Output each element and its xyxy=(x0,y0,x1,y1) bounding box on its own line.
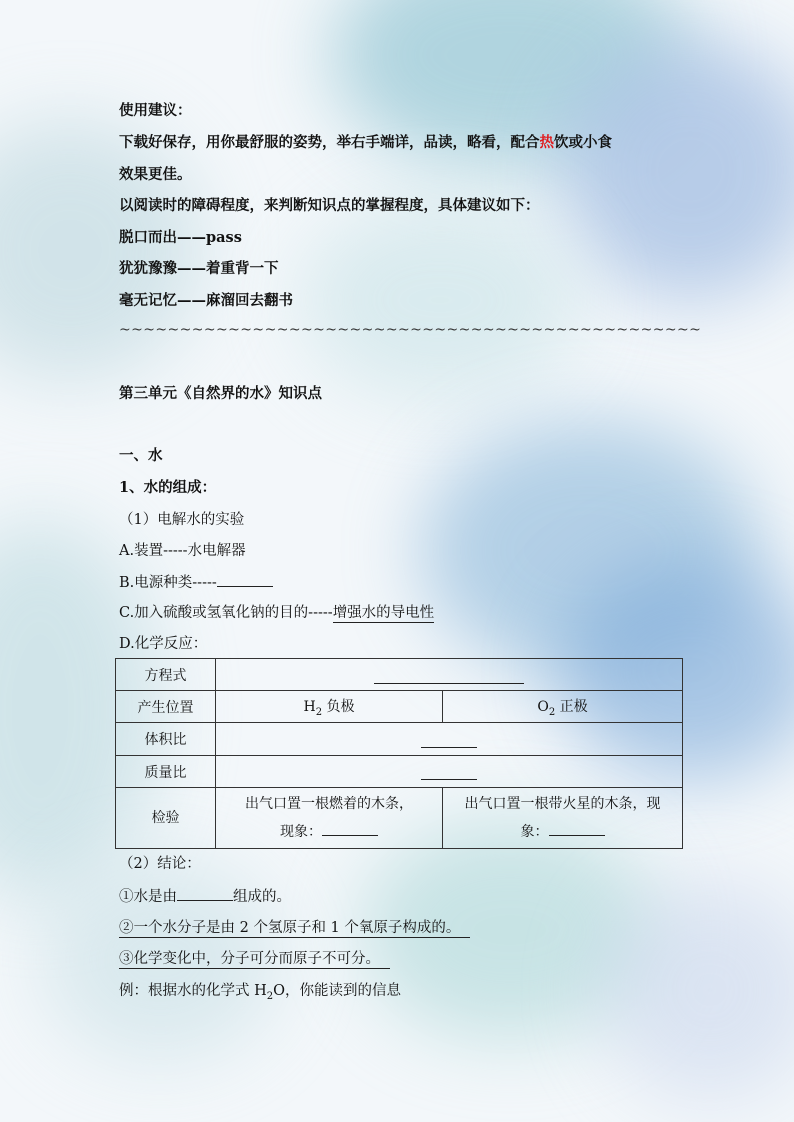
advice-line-1: 下载好保存，用你最舒服的姿势，举右手端详，品读，略看，配合热饮或小食 xyxy=(119,134,612,151)
conclusion-item-2: ②一个水分子是由 2 个氢原子和 1 个氧原子构成的。 xyxy=(119,918,470,938)
advice-line-4: 脱口而出——pass xyxy=(119,229,242,246)
unit-title: 第三单元《自然界的水》知识点 xyxy=(119,385,322,402)
table-row xyxy=(116,788,683,849)
fill-blank xyxy=(322,823,378,836)
h2-test-cell: 出气口置一根燃着的木条， 现象： xyxy=(216,788,443,849)
o2-test-cell: 出气口置一根带火星的木条，现 象： xyxy=(443,788,683,849)
fill-blank xyxy=(421,735,477,748)
table-row xyxy=(116,723,683,756)
mass-ratio-cell xyxy=(216,756,683,788)
row-label: 体积比 xyxy=(116,723,216,756)
row-label: 检验 xyxy=(116,788,216,849)
fill-blank xyxy=(217,572,273,587)
table-row xyxy=(116,756,683,788)
volume-ratio-cell xyxy=(216,723,683,756)
o2-position-cell: $O_2$ 正极 xyxy=(443,691,683,723)
underlined-answer: 增强水的导电性 xyxy=(332,605,435,621)
advice-line-2: 效果更佳。 xyxy=(119,166,192,183)
conclusion-item-1: ①水是由 组成的。 xyxy=(119,886,291,907)
example-line: 例：根据水的化学式 $H_2O$，你能读到的信息 xyxy=(119,983,402,1002)
experiment-item-b: B.电源种类----- xyxy=(119,572,273,593)
fill-blank xyxy=(177,886,233,901)
reaction-table xyxy=(115,658,683,849)
equation-cell xyxy=(216,659,683,691)
tilde-divider: ~~~~~~~~~~~~~~~~~~~~~~~~~~~~~~~~~~~~~~~~~~~~~~~~ xyxy=(119,322,702,338)
subsection-heading: 1、水的组成： xyxy=(119,479,217,496)
conclusion-item-3: ③化学变化中，分子可分而原子不可分。 xyxy=(119,949,390,969)
row-label: 方程式 xyxy=(116,659,216,691)
table-row xyxy=(116,691,683,723)
highlight-hot: 热 xyxy=(539,134,554,151)
experiment-title: （1）电解水的实验 xyxy=(119,512,245,528)
row-label: 质量比 xyxy=(116,756,216,788)
experiment-item-a: A.装置-----水电解器 xyxy=(119,543,246,559)
experiment-item-c: C.加入硫酸或氢氧化钠的目的-----增强水的导电性 xyxy=(119,605,435,621)
advice-title: 使用建议： xyxy=(119,102,192,119)
h2-position-cell: $H_2$ 负极 xyxy=(216,691,443,723)
fill-blank xyxy=(549,823,605,836)
advice-line-5: 犹犹豫豫——着重背一下 xyxy=(119,260,279,277)
advice-line-6: 毫无记忆——麻溜回去翻书 xyxy=(119,292,293,309)
conclusion-title: （2）结论： xyxy=(119,856,201,872)
fill-blank xyxy=(421,767,477,780)
row-label: 产生位置 xyxy=(116,691,216,723)
fill-blank xyxy=(374,671,524,684)
table-row xyxy=(116,659,683,691)
experiment-item-d: D.化学反应： xyxy=(119,636,208,652)
section-heading: 一、水 xyxy=(119,447,163,464)
advice-line-3: 以阅读时的障碍程度，来判断知识点的掌握程度，具体建议如下： xyxy=(119,197,540,214)
